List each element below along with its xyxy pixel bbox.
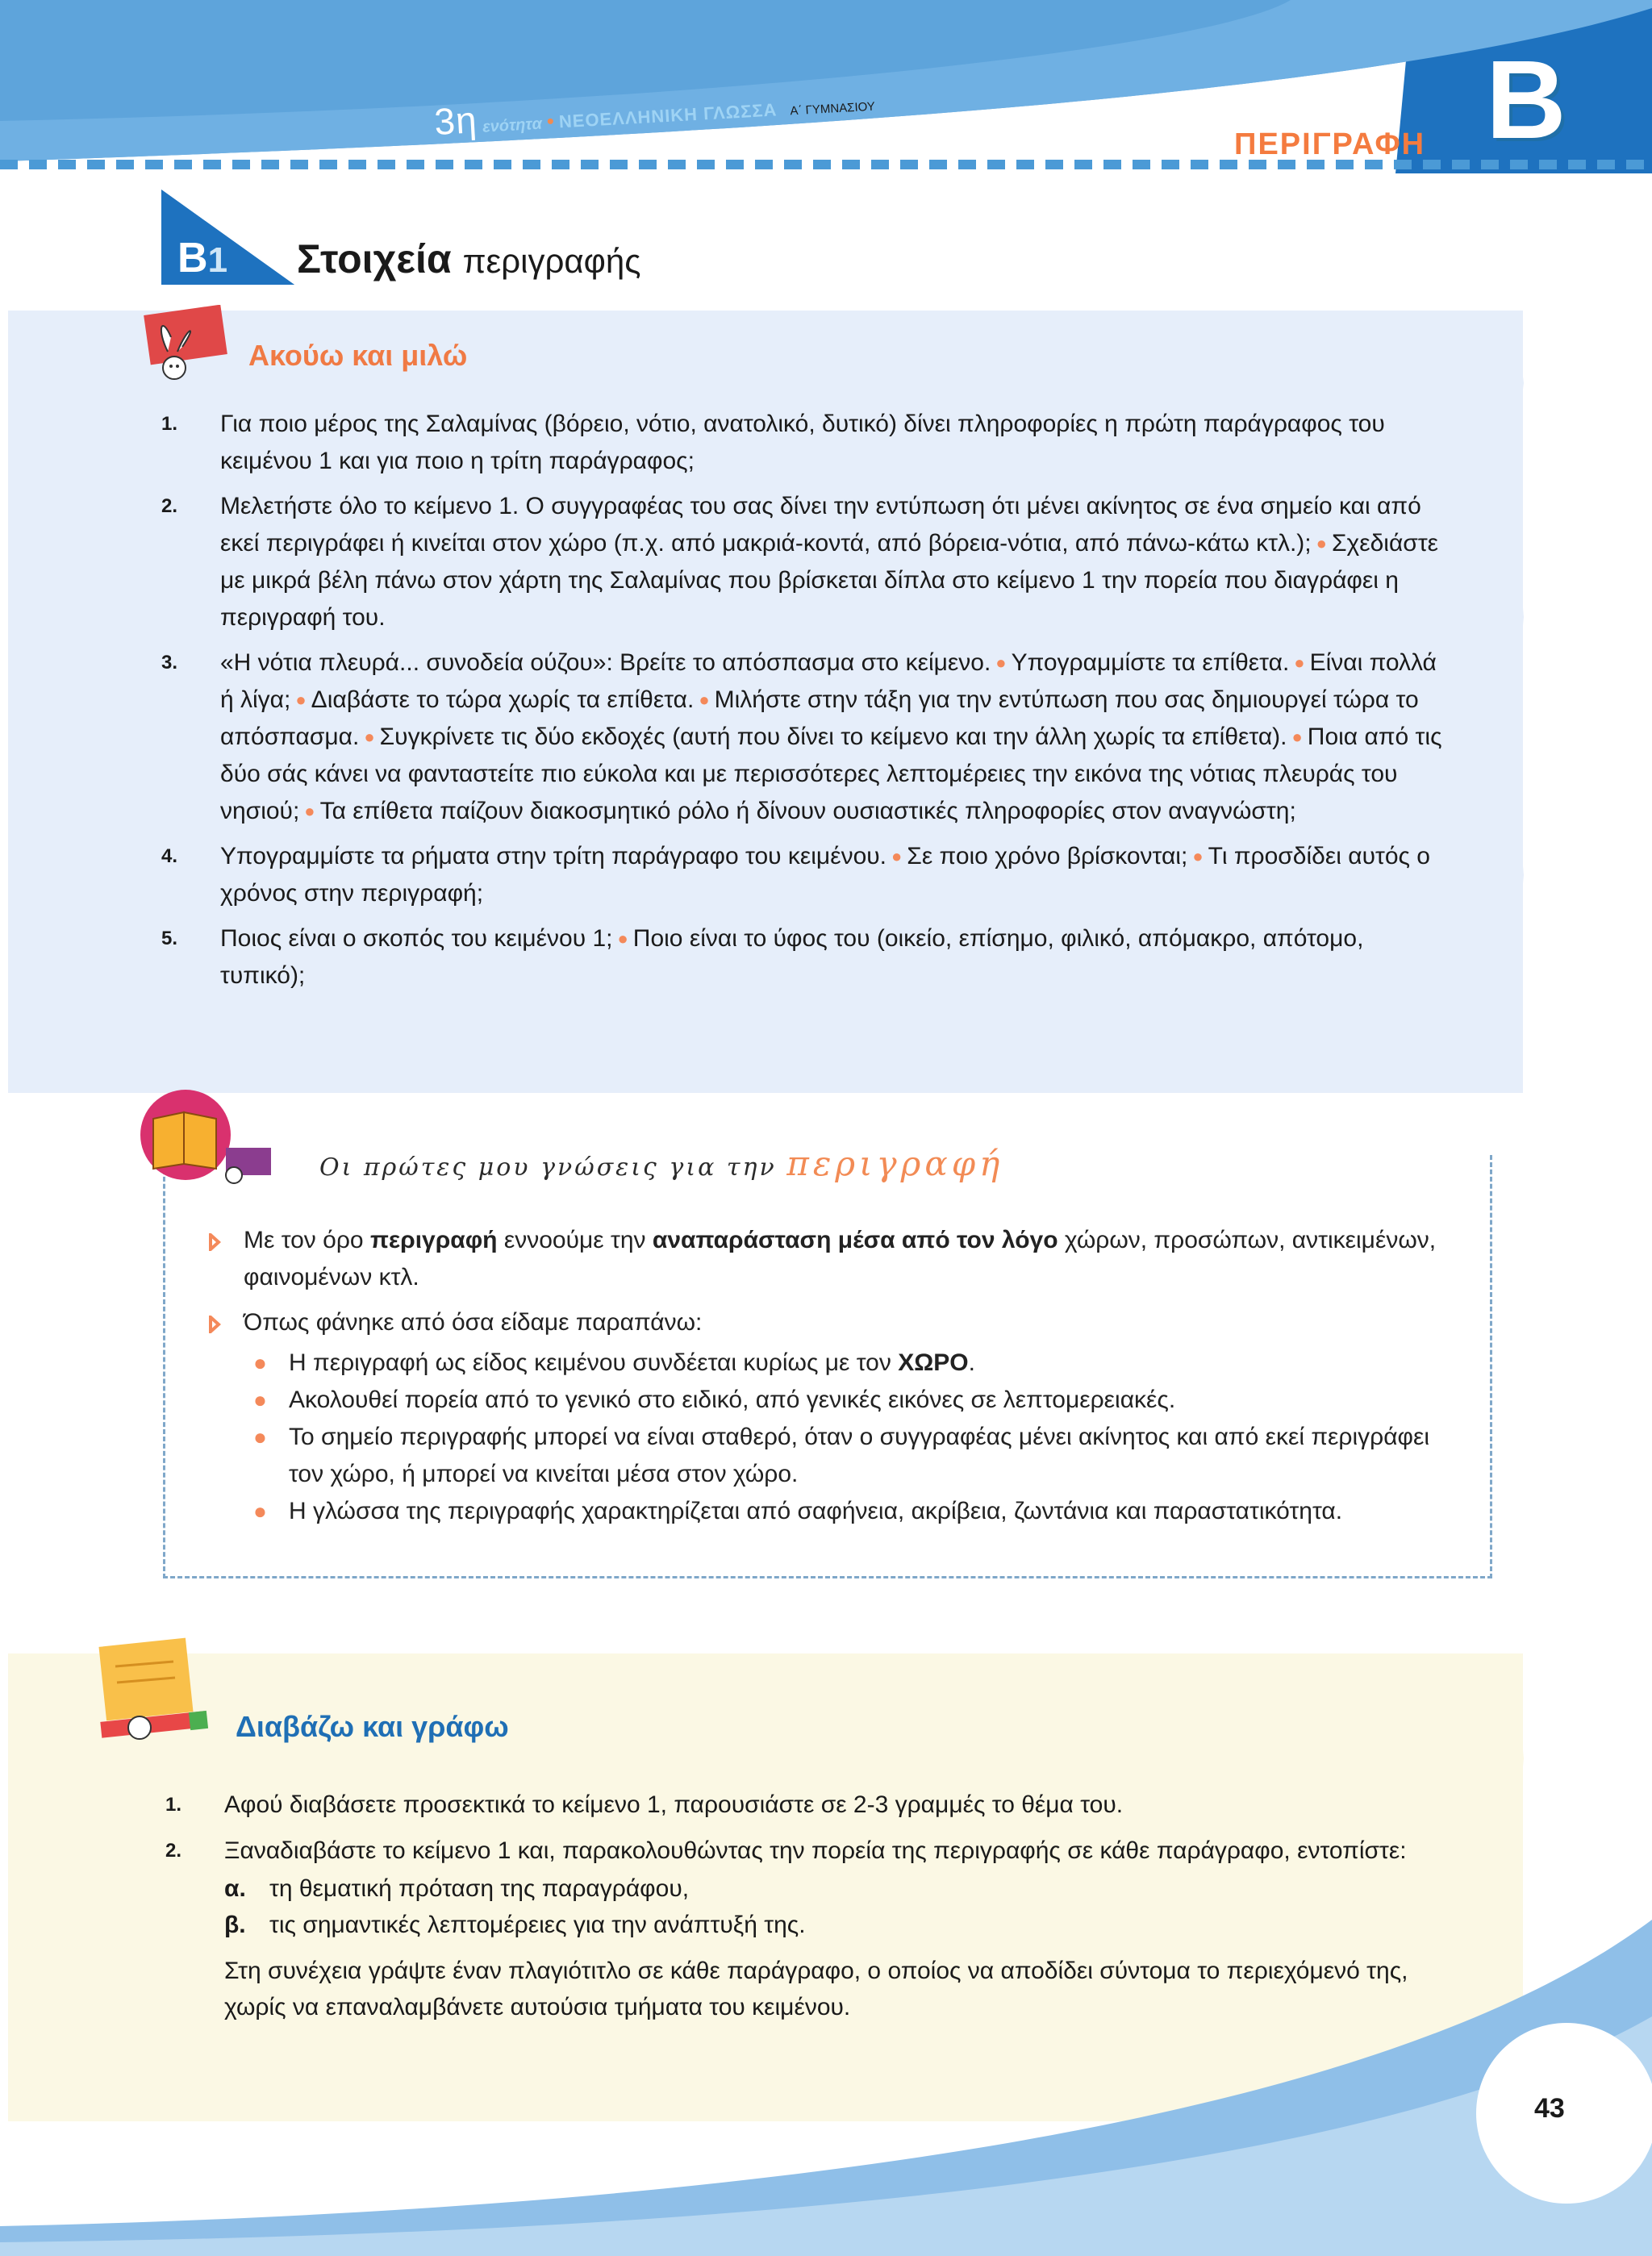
- subject-name: ΝΕΟΕΛΛΗΝΙΚΗ ΓΛΩΣΣΑ: [558, 99, 778, 132]
- list-item: 2. Ξαναδιαβάστε το κείμενο 1 και, παρακολουθώντας την πορεία της περιγραφής σε κάθε παράγραφο, εντοπίστε: α. τη θεματική πρόταση της παραγράφου, β. τις σημαντικές λεπτομέρειες για την ανάπτυξή της. Στη συνέχεια γράψτε έναν πλαγιότιτλο σε κάθε παράγραφο, ο οποίος να αποδίδει σύντομα το περιεχόμενό της, χωρίς να επαναλαμβάνετε αυτούσια τμήματα του κειμένου.: [165, 1833, 1456, 2025]
- bullet-icon: ●: [891, 846, 903, 866]
- closing-paragraph: Στη συνέχεια γράψτε έναν πλαγιότιτλο σε κάθε παράγραφο, ο οποίος να αποδίδει σύντομα το περιεχόμενό της, χωρίς να επαναλαμβάνετε αυτούσια τμήματα του κειμένου.: [224, 1958, 1408, 2020]
- page-number: 43: [1534, 2093, 1565, 2124]
- read-write-heading: Διαβάζω και γράφω: [236, 1710, 509, 1743]
- bullet-icon: ●: [1291, 727, 1303, 747]
- bullet-icon: ●: [1294, 653, 1305, 673]
- note-bullet: ● Το σημείο περιγραφής μπορεί να είναι σταθερό, όταν ο συγγραφέας μένει ακίνητος και από εκεί περιγράφει τον χώρο, ή μπορεί να κινείται μέσα στον χώρο.: [208, 1419, 1462, 1493]
- bullet-icon: ●: [1192, 846, 1204, 866]
- unit-number: 3η: [433, 98, 479, 144]
- listen-speak-heading: Ακούω και μιλώ: [248, 339, 468, 372]
- listen-speak-icon: [129, 305, 234, 386]
- note-bullet: ● Ακολουθεί πορεία από το γενικό στο ειδικό, από γενικές εικόνες σε λεπτομερειακές.: [208, 1382, 1462, 1419]
- section-code: Β1: [177, 235, 228, 281]
- list-item: 1. Αφού διαβάσετε προσεκτικά το κείμενο 1, παρουσιάστε σε 2-3 γραμμές το θέμα του.: [165, 1791, 1124, 1818]
- bullet-icon: ●: [253, 1387, 267, 1412]
- triangle-bullet-icon: [208, 1233, 221, 1251]
- bullet-icon: ●: [995, 653, 1007, 673]
- bullet-icon: ●: [253, 1499, 267, 1524]
- list-item: 3. «Η νότια πλευρά... συνοδεία ούζου»: Βρείτε το απόσπασμα στο κείμενο. ● Υπογραμμίστε τα επίθετα. ● Είναι πολλά ή λίγα; ● Διαβάστε το τώρα χωρίς τα επίθετα. ● Μιλήστε στην τάξη για την εντύπωση που σας δημιουργεί τώρα το απόσπασμα. ● Συγκρίνετε τις δύο εκδοχές (αυτή που δίνει το κείμενο και την άλλη χωρίς τα επίθετα). ● Ποια από τις δύο σάς κάνει να φανταστείτε πιο εύκολα και με περισσότερες λεπτομέρειες την εικόνα της νότιας πλευράς του νησιού; ● Τα επίθετα παίζουν διακοσμητικό ρόλο ή δίνουν ουσιαστικές πληροφορίες στον αναγνώστη;: [161, 649, 1442, 824]
- sub-item: α. τη θεματική πρόταση της παραγράφου,: [224, 1875, 690, 1902]
- note-bullet: ● Η περιγραφή ως είδος κειμένου συνδέεται κυρίως με τον ΧΩΡΟ.: [208, 1345, 1462, 1382]
- listen-speak-list: [161, 406, 1452, 1003]
- box-torn-edge: [1512, 311, 1533, 1093]
- section-title: Στοιχεία περιγραφής: [297, 236, 641, 281]
- bullet-icon: ●: [364, 727, 375, 747]
- note-bullet: ● Η γλώσσα της περιγραφής χαρακτηρίζεται από σαφήνεια, ακρίβεια, ζωντάνια και παραστατικότητα.: [208, 1493, 1462, 1530]
- bullet-icon: ●: [253, 1424, 267, 1449]
- bullet-icon: ●: [617, 928, 628, 949]
- list-item: 4. Υπογραμμίστε τα ρήματα στην τρίτη παράγραφο του κειμένου. ● Σε ποιο χρόνο βρίσκονται; ● Τι προσδίδει αυτός ο χρόνος στην περιγραφή;: [161, 843, 1430, 907]
- sub-item: β. τις σημαντικές λεπτομέρειες για την ανάπτυξή της.: [224, 1912, 806, 1938]
- unit-word: ενότητα: [482, 115, 543, 136]
- grade-label: Α΄ ΓΥΜΝΑΣΙΟΥ: [790, 99, 876, 119]
- note-paragraph: Όπως φάνηκε από όσα είδαμε παραπάνω:: [208, 1304, 1462, 1341]
- footer-wave: [0, 1920, 1652, 2256]
- bullet-icon: ●: [699, 690, 710, 710]
- bullet-icon: ●: [1316, 533, 1327, 553]
- triangle-bullet-icon: [208, 1316, 221, 1333]
- bullet-icon: ●: [304, 801, 315, 821]
- list-item: 1. Για ποιο μέρος της Σαλαμίνας (βόρειο, νότιο, ανατολικό, δυτικό) δίνει πληροφορίες η πρώτη παράγραφος του κειμένου 1 και για ποιο η τρίτη παράγραφος;: [161, 411, 1385, 474]
- knowledge-title: Οι πρώτες μου γνώσεις για την περιγραφή: [315, 1144, 1008, 1183]
- book-icon: [136, 1085, 285, 1186]
- separator-dot: •: [545, 108, 555, 134]
- paper-pencil-icon: [93, 1637, 222, 1750]
- list-item: 2. Μελετήστε όλο το κείμενο 1. Ο συγγραφέας του σας δίνει την εντύπωση ότι μένει ακίνητος σε ένα σημείο και από εκεί περιγράφει ή κινείται στον χώρο (π.χ. από μακριά-κοντά, από βόρεια-νότια, από πάνω-κάτω κτλ.); ● Σχεδιάστε με μικρά βέλη πάνω στον χάρτη της Σαλαμίνας που βρίσκεται δίπλα στο κείμενο 1 την πορεία που διαγράφει η περιγραφή του.: [161, 493, 1439, 631]
- chapter-title: ΠΕΡΙΓΡΑΦΗ: [1234, 127, 1426, 161]
- note-paragraph: Με τον όρο περιγραφή εννοούμε την αναπαράσταση μέσα από τον λόγο χώρων, προσώπων, αντικειμένων, φαινομένων κτλ.: [208, 1222, 1462, 1296]
- list-item: 5. Ποιος είναι ο σκοπός του κειμένου 1; ● Ποιο είναι το ύφος του (οικείο, επίσημο, φιλικό, απόμακρο, απότομο, τυπικό);: [161, 925, 1364, 989]
- bullet-icon: ●: [295, 690, 307, 710]
- knowledge-notes: [208, 1222, 1462, 1530]
- chapter-letter: Β: [1486, 38, 1566, 162]
- bullet-icon: ●: [253, 1350, 267, 1375]
